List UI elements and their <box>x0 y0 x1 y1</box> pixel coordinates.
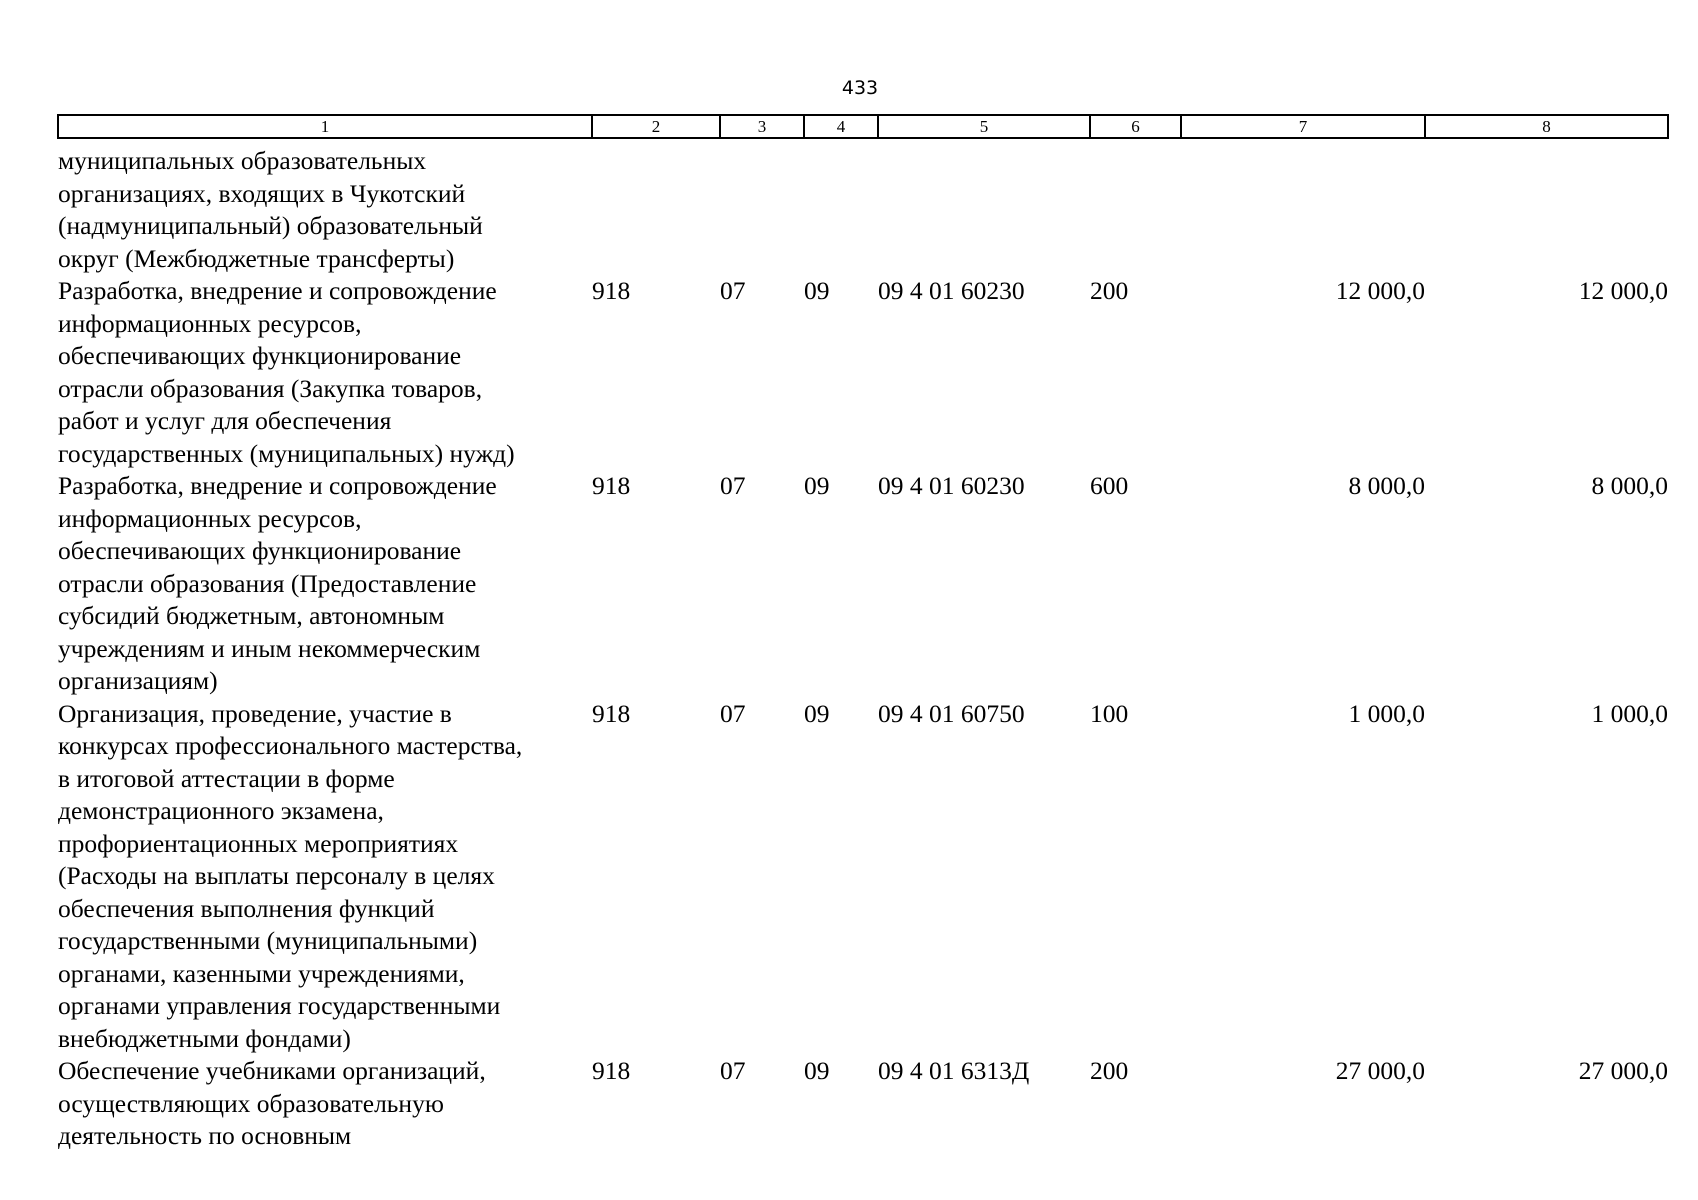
description-line: информационных ресурсов, <box>58 503 362 533</box>
amount-year-1-cell: 1 000,0 <box>1348 698 1425 728</box>
description-line: учреждениям и иным некоммерческим <box>58 633 481 663</box>
description-line: организациях, входящих в Чукотский <box>58 178 466 208</box>
amount-year-1-cell: 8 000,0 <box>1348 471 1425 500</box>
amount-year-1-cell: 27 000,0 <box>1335 1056 1425 1085</box>
description-line: муниципальных образовательных <box>58 146 427 175</box>
description-line: Обеспечение учебниками организаций, <box>58 1056 486 1085</box>
table-row <box>58 1055 1668 1153</box>
page-number: 433 <box>841 77 879 99</box>
admin-code-cell: 918 <box>592 698 631 728</box>
column-number-header-4: 4 <box>804 115 878 138</box>
description-line: профориентационных мероприятиях <box>58 828 459 858</box>
expense-type-cell: 600 <box>1090 471 1129 500</box>
description-line: государственными (муниципальными) <box>58 926 478 955</box>
section-cell: 07 <box>720 698 746 728</box>
amount-year-2-cell: 1 000,0 <box>1591 698 1668 728</box>
expense-description-cell <box>58 275 592 470</box>
amount-year-1-cell <box>1181 138 1425 275</box>
subsection-cell: 09 <box>804 471 830 500</box>
description-line: государственных (муниципальных) нужд) <box>58 438 515 468</box>
expense-description-cell <box>58 138 592 275</box>
subsection-cell: 09 <box>804 1056 830 1085</box>
admin-code-cell <box>592 138 720 275</box>
table-row <box>58 275 1668 470</box>
column-number-header-6: 6 <box>1090 115 1181 138</box>
description-line: субсидий бюджетным, автономным <box>58 601 445 630</box>
table-row <box>58 138 1668 275</box>
description-line: демонстрационного экзамена, <box>58 796 384 825</box>
amount-year-2-cell <box>1425 138 1668 275</box>
admin-code-cell: 918 <box>592 471 631 500</box>
description-line: Разработка, внедрение и сопровождение <box>58 471 497 500</box>
section-cell <box>720 138 804 275</box>
description-line: округ (Межбюджетные трансферты) <box>58 243 455 273</box>
table-body <box>58 138 1668 1153</box>
description-line: осуществляющих образовательную <box>58 1088 444 1118</box>
target-article-cell: 09 4 01 60750 <box>878 698 1025 728</box>
description-line: отрасли образования (Закупка товаров, <box>58 373 483 403</box>
description-line: органами управления государственными <box>58 991 501 1020</box>
description-line: информационных ресурсов, <box>58 308 362 338</box>
target-article-cell: 09 4 01 6313Д <box>878 1056 1030 1085</box>
column-number-header-5: 5 <box>878 115 1090 138</box>
description-line: Разработка, внедрение и сопровождение <box>58 276 497 305</box>
subsection-cell <box>804 138 878 275</box>
table-row <box>58 698 1668 1056</box>
description-line: деятельность по основным <box>58 1121 352 1150</box>
section-cell: 07 <box>720 1056 746 1085</box>
column-number-header-7: 7 <box>1181 115 1425 138</box>
admin-code-cell: 918 <box>592 276 631 305</box>
expense-type-cell: 200 <box>1090 276 1129 305</box>
target-article-cell: 09 4 01 60230 <box>878 471 1025 500</box>
description-line: обеспечения выполнения функций <box>58 893 435 923</box>
description-line: в итоговой аттестации в форме <box>58 763 395 793</box>
column-number-header-1: 1 <box>58 115 592 138</box>
subsection-cell: 09 <box>804 698 830 728</box>
section-cell: 07 <box>720 276 746 305</box>
column-number-header-2: 2 <box>592 115 720 138</box>
description-line: обеспечивающих функционирование <box>58 536 462 565</box>
description-line: (надмуниципальный) образовательный <box>58 211 483 240</box>
description-line: Организация, проведение, участие в <box>58 698 452 728</box>
amount-year-2-cell: 8 000,0 <box>1591 471 1668 500</box>
section-cell: 07 <box>720 471 746 500</box>
description-line: отрасли образования (Предоставление <box>58 568 477 598</box>
amount-year-2-cell: 12 000,0 <box>1578 276 1668 305</box>
description-line: органами, казенными учреждениями, <box>58 958 465 988</box>
description-line: внебюджетными фондами) <box>58 1023 351 1053</box>
column-number-header-row <box>58 115 1668 138</box>
amount-year-2-cell: 27 000,0 <box>1578 1056 1668 1085</box>
description-line: организациям) <box>58 666 218 695</box>
column-number-header-3: 3 <box>720 115 804 138</box>
description-line: работ и услуг для обеспечения <box>58 406 392 435</box>
expense-type-cell <box>1090 138 1181 275</box>
admin-code-cell: 918 <box>592 1056 631 1085</box>
amount-year-1-cell: 12 000,0 <box>1335 276 1425 305</box>
column-number-header-8: 8 <box>1425 115 1668 138</box>
subsection-cell: 09 <box>804 276 830 305</box>
expense-type-cell: 200 <box>1090 1056 1129 1085</box>
target-article-cell <box>878 138 1090 275</box>
expense-description-cell <box>58 470 592 698</box>
description-line: обеспечивающих функционирование <box>58 341 462 370</box>
description-line: (Расходы на выплаты персоналу в целях <box>58 861 495 890</box>
description-line: конкурсах профессионального мастерства, <box>58 731 523 760</box>
target-article-cell: 09 4 01 60230 <box>878 276 1025 305</box>
expense-description-cell <box>58 698 592 1056</box>
expense-description-cell <box>58 1055 592 1153</box>
expense-type-cell: 100 <box>1090 698 1129 728</box>
table-row <box>58 470 1668 698</box>
budget-table <box>57 114 1669 1153</box>
